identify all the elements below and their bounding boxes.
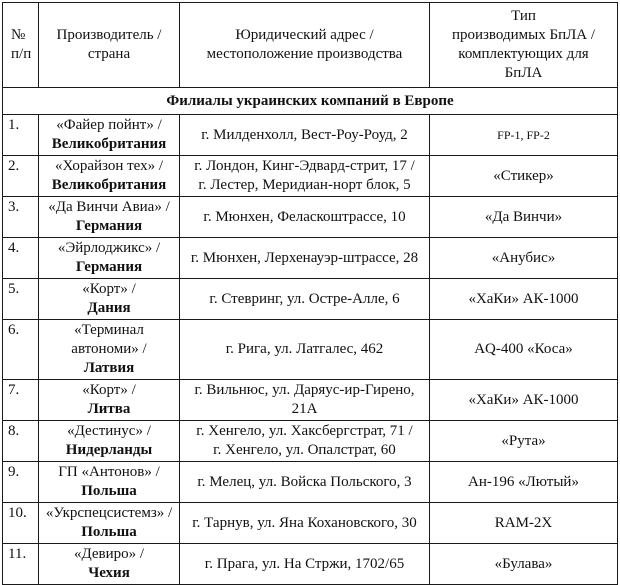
- row-number: 9.: [3, 462, 39, 503]
- producer-cell: [39, 279, 180, 320]
- row-number: 10.: [3, 503, 39, 544]
- producer-cell: [39, 115, 180, 156]
- table-row: [3, 238, 618, 279]
- address-cell: г. Стевринг, ул. Остре-Алле, 6: [180, 279, 430, 320]
- country-name: Литва: [87, 401, 131, 417]
- table-row: [3, 197, 618, 238]
- uav-type-cell: FP-1, FP-2: [430, 115, 618, 156]
- country-name: Германия: [75, 218, 143, 234]
- producer-cell: [39, 238, 180, 279]
- country-name: Великобритания: [51, 177, 167, 193]
- uav-producers-table: [2, 2, 618, 585]
- country-name: Чехия: [88, 565, 130, 581]
- country-name: Польша: [81, 483, 137, 499]
- address-cell: г. Лондон, Кинг-Эдвард-стрит, 17 / г. Лестер, Меридиан-норт блок, 5: [180, 156, 430, 197]
- table-row: [3, 462, 618, 503]
- header-number: № п/п: [3, 3, 39, 88]
- company-name: «Эйрлоджикс» /: [57, 240, 161, 256]
- country-name: Польша: [81, 524, 137, 540]
- table-row: [3, 115, 618, 156]
- table-row: [3, 503, 618, 544]
- uav-type-cell: Ан-196 «Лютый»: [430, 462, 618, 503]
- company-name: «Корт» /: [82, 382, 136, 398]
- company-name: «Корт» /: [82, 281, 136, 297]
- table-row: [3, 380, 618, 421]
- table-row: [3, 320, 618, 380]
- address-cell: г. Мюнхен, Феласкоштрассе, 10: [180, 197, 430, 238]
- header-row: [3, 3, 618, 88]
- producer-cell: [39, 197, 180, 238]
- uav-type-cell: «Стикер»: [430, 156, 618, 197]
- company-name: «Хорайзон тех» /: [54, 158, 164, 174]
- uav-type-cell: «Анубис»: [430, 238, 618, 279]
- address-cell: г. Мюнхен, Лерхенауэр-штрассе, 28: [180, 238, 430, 279]
- producer-cell: [39, 380, 180, 421]
- section-row: [3, 88, 618, 115]
- row-number: 7.: [3, 380, 39, 421]
- uav-type-cell: AQ-400 «Коса»: [430, 320, 618, 380]
- row-number: 6.: [3, 320, 39, 380]
- producer-cell: [39, 156, 180, 197]
- row-number: 4.: [3, 238, 39, 279]
- company-name: «Файер пойнт» /: [56, 117, 162, 133]
- company-name: «Терминал автономи» /: [71, 322, 147, 357]
- uav-type-cell: «ХаКи» АК-1000: [430, 380, 618, 421]
- table-row: [3, 544, 618, 585]
- uav-type-cell: «ХаКи» АК-1000: [430, 279, 618, 320]
- address-cell: г. Мелец, ул. Войска Польского, 3: [180, 462, 430, 503]
- producer-cell: [39, 462, 180, 503]
- producer-cell: [39, 320, 180, 380]
- table-row: [3, 421, 618, 462]
- country-name: Нидерланды: [65, 442, 153, 458]
- producer-cell: [39, 421, 180, 462]
- row-number: 5.: [3, 279, 39, 320]
- row-number: 3.: [3, 197, 39, 238]
- company-name: «Девиро» /: [73, 546, 145, 562]
- country-name: Германия: [75, 259, 143, 275]
- company-name: ГП «Антонов» /: [58, 464, 160, 480]
- row-number: 8.: [3, 421, 39, 462]
- uav-type-cell: RAM-2X: [430, 503, 618, 544]
- address-cell: г. Рига, ул. Латгалес, 462: [180, 320, 430, 380]
- country-name: Дания: [87, 300, 131, 316]
- address-cell: г. Хенгело, ул. Хаксбергстрат, 71 / г. Хенгело, ул. Опалстрат, 60: [180, 421, 430, 462]
- producer-cell: [39, 544, 180, 585]
- company-name: «Дестинус» /: [67, 423, 151, 439]
- header-uav-type: Тип производимых БпЛА / комплектующих для БпЛА: [430, 3, 618, 88]
- uav-type-cell: «Да Винчи»: [430, 197, 618, 238]
- address-cell: г. Милденхолл, Вест-Роу-Роуд, 2: [180, 115, 430, 156]
- address-cell: г. Тарнув, ул. Яна Кохановского, 30: [180, 503, 430, 544]
- header-producer: Производитель / страна: [39, 3, 180, 88]
- row-number: 11.: [3, 544, 39, 585]
- uav-type-cell: «Рута»: [430, 421, 618, 462]
- header-address: Юридический адрес / местоположение производства: [180, 3, 430, 88]
- table-row: [3, 279, 618, 320]
- country-name: Латвия: [83, 360, 135, 376]
- company-name: «Да Винчи Авиа» /: [48, 199, 170, 215]
- address-cell: г. Вильнюс, ул. Даряус-ир-Гирено, 21А: [180, 380, 430, 421]
- company-name: «Укрспецсистемз» /: [45, 505, 173, 521]
- address-cell: г. Прага, ул. На Стржи, 1702/65: [180, 544, 430, 585]
- producer-cell: [39, 503, 180, 544]
- table-row: [3, 156, 618, 197]
- row-number: 1.: [3, 115, 39, 156]
- uav-type-cell: «Булава»: [430, 544, 618, 585]
- country-name: Великобритания: [51, 136, 167, 152]
- row-number: 2.: [3, 156, 39, 197]
- section-title: Филиалы украинских компаний в Европе: [3, 88, 618, 115]
